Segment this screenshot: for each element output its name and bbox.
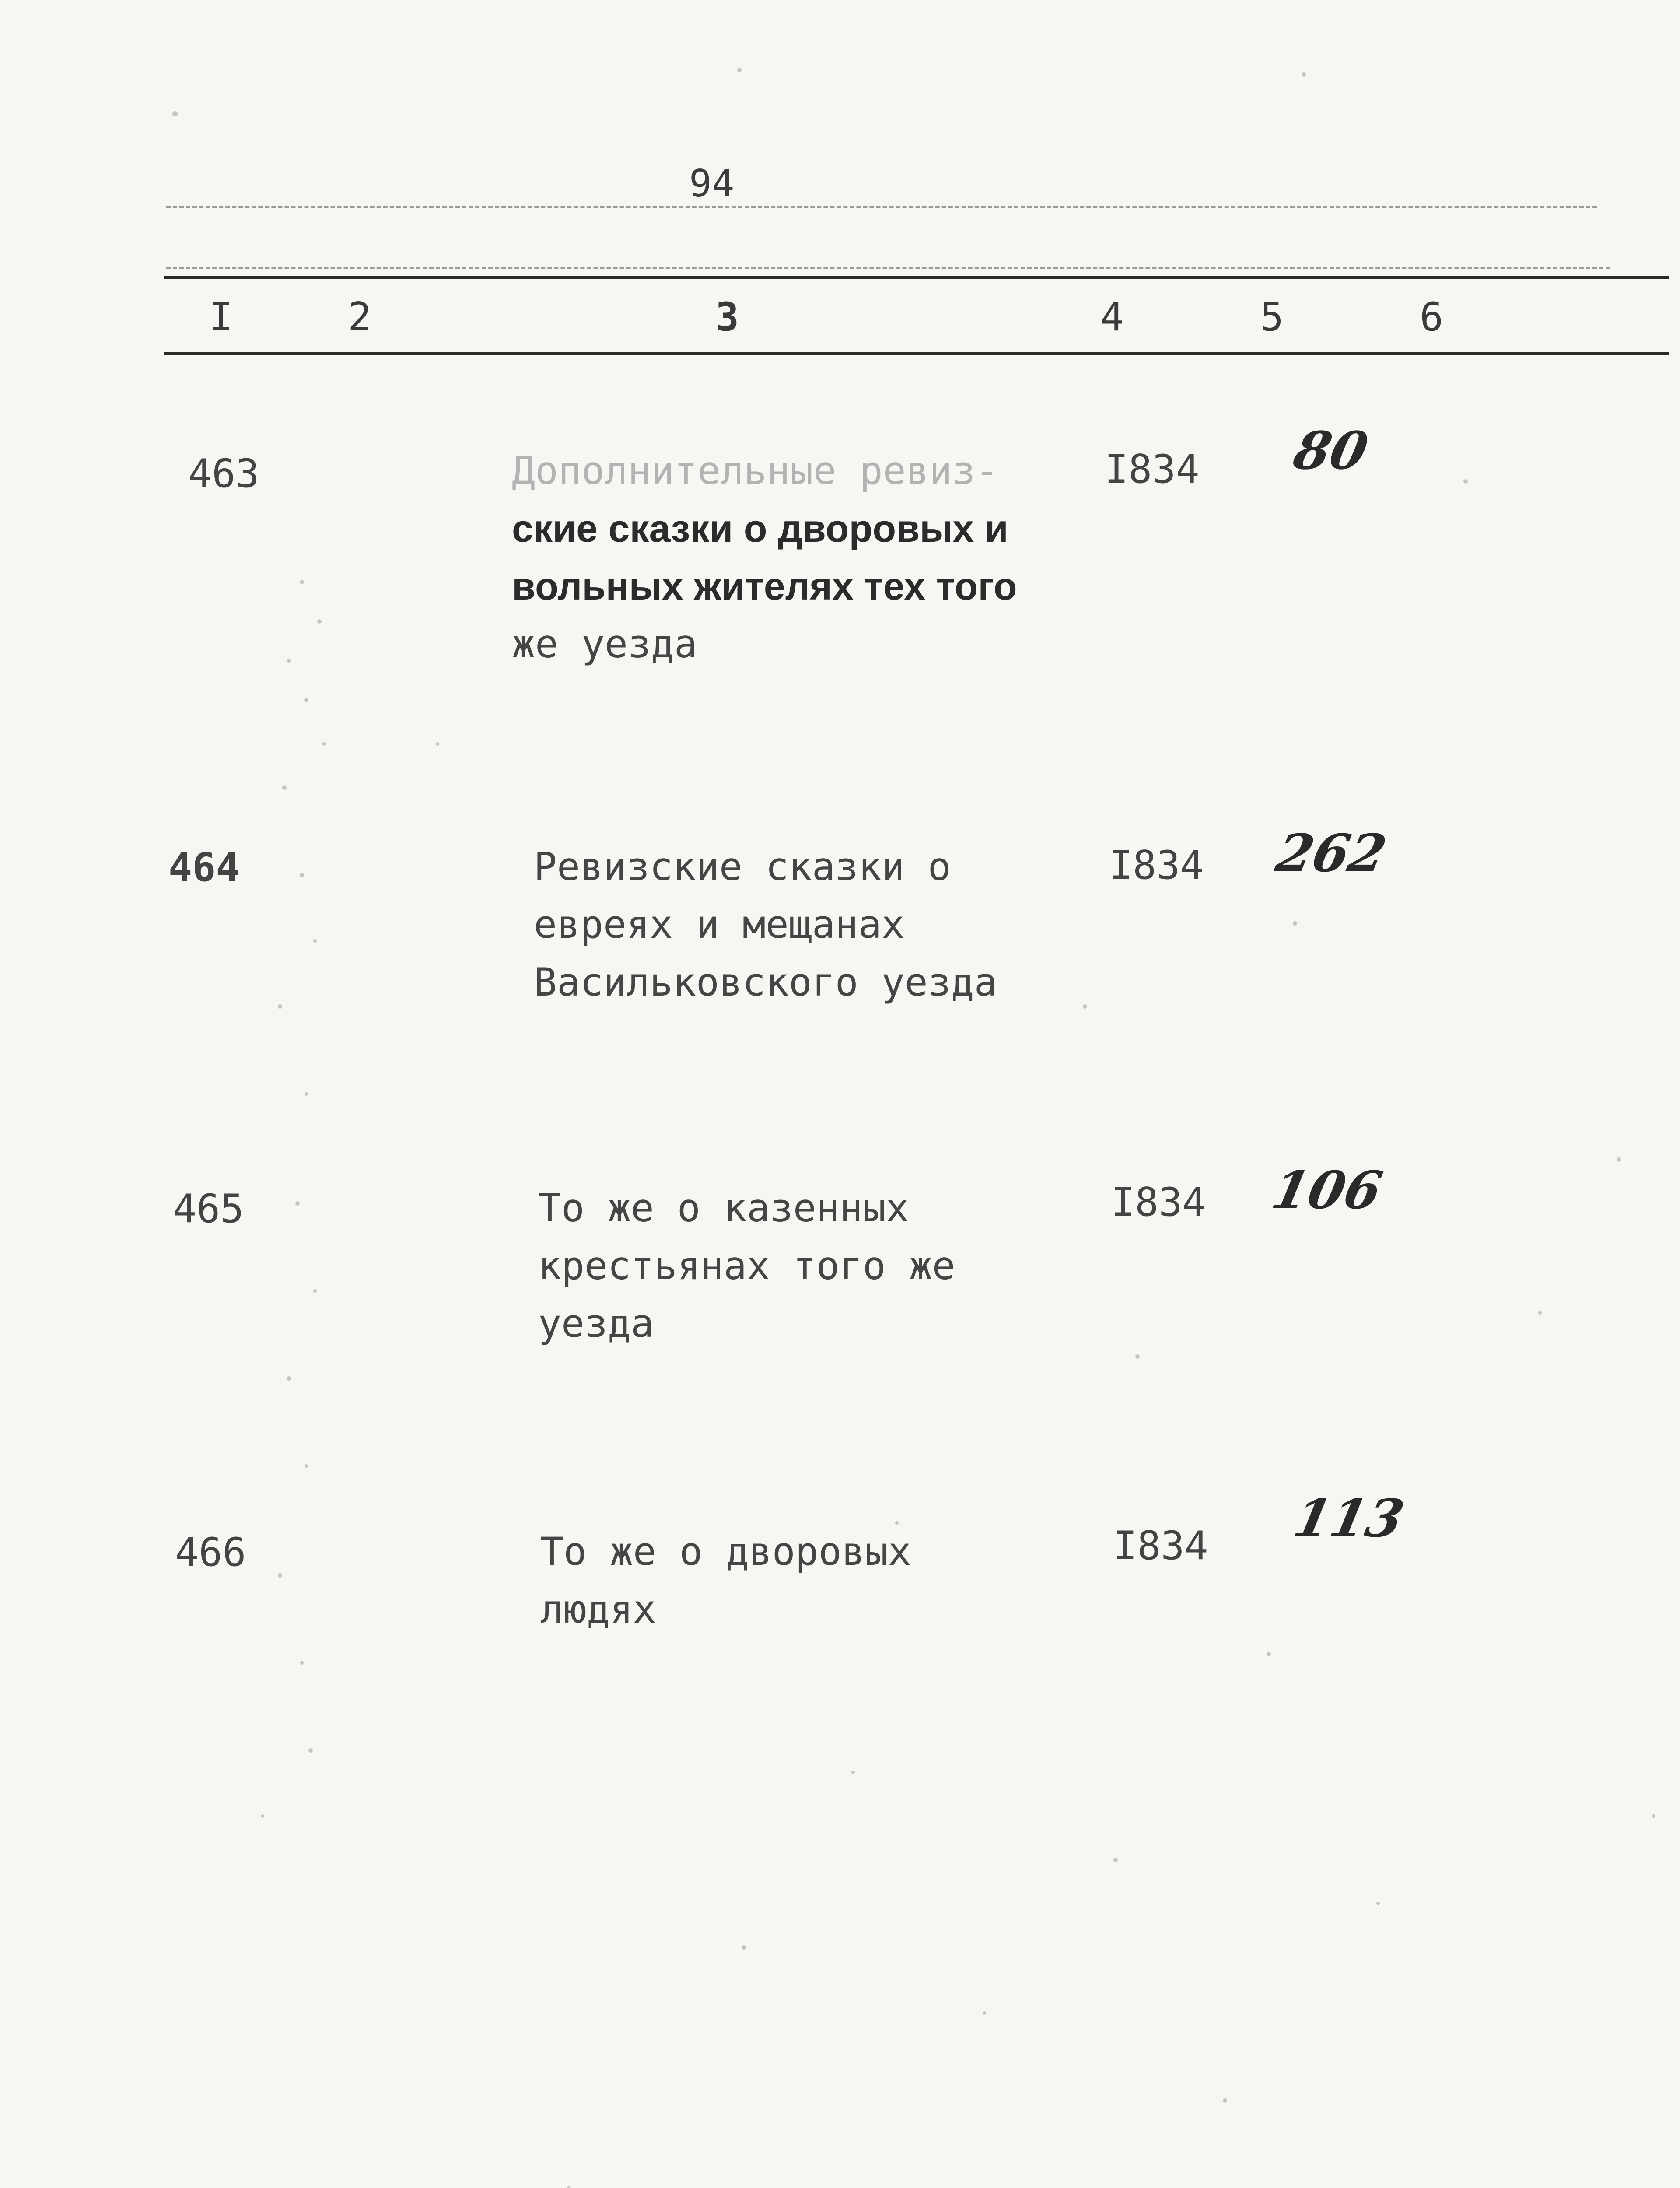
description-line: Васильковского уезда [534, 960, 998, 1005]
column-header-3: 3 [715, 294, 739, 340]
description-line: То же о казенных [538, 1185, 909, 1231]
handwritten-sheet-count: 106 [1267, 1160, 1388, 1220]
column-header-5: 5 [1260, 294, 1284, 340]
entry-number: 466 [175, 1529, 246, 1575]
description-line: Ревизские сказки о [534, 844, 951, 889]
handwritten-sheet-count: 262 [1271, 823, 1392, 884]
entry-description [512, 442, 1017, 673]
entry-number: 463 [188, 451, 259, 497]
entry-description [534, 838, 998, 1011]
description-line: вольных жителях тех того [512, 565, 1017, 608]
column-header-6: 6 [1420, 294, 1444, 340]
description-line: То же о дворовых [540, 1529, 911, 1574]
entry-year: I834 [1109, 842, 1204, 888]
entry-year: I834 [1111, 1179, 1206, 1225]
column-header-4: 4 [1100, 294, 1124, 340]
entry-number: 464 [168, 845, 240, 891]
dotted-guide-second [166, 267, 1610, 269]
description-line: же уезда [512, 621, 697, 666]
column-header-2: 2 [348, 294, 372, 340]
handwritten-sheet-count: 113 [1288, 1488, 1410, 1549]
description-line: Дополнительные ревиз- [512, 448, 999, 493]
description-line: людях [540, 1587, 656, 1632]
header-bottom-rule [164, 352, 1669, 355]
handwritten-sheet-count: 80 [1288, 420, 1373, 481]
header-top-rule [164, 276, 1669, 279]
description-line: уезда [538, 1301, 654, 1346]
entry-year: I834 [1113, 1523, 1208, 1569]
entry-number: 465 [173, 1186, 244, 1232]
entry-description [538, 1179, 956, 1353]
description-line: крестьянах того же [538, 1243, 956, 1288]
page-number: 94 [689, 162, 735, 206]
description-line: ские сказки о дворовых и [512, 507, 1008, 550]
description-line: евреях и мещанах [534, 902, 905, 947]
entry-year: I834 [1105, 446, 1200, 492]
dotted-guide-top [166, 206, 1597, 208]
column-header-1: I [209, 294, 233, 340]
entry-description [540, 1523, 911, 1638]
